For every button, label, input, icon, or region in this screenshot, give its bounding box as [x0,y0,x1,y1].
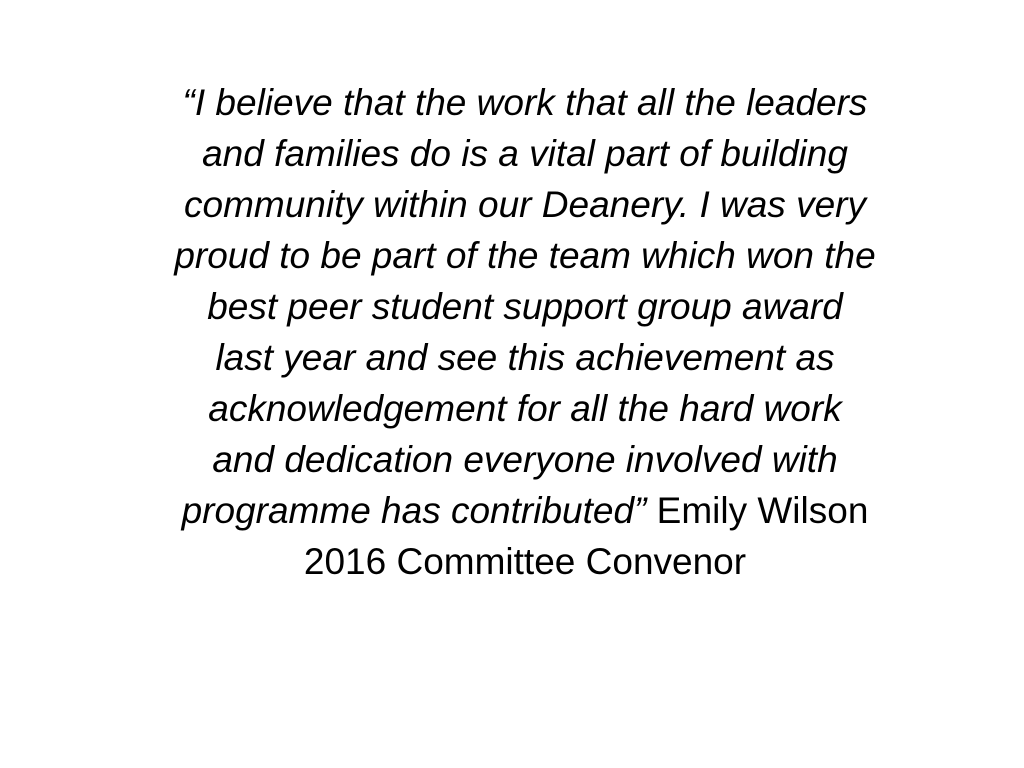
quote-line-5: best peer student support group award [207,286,843,327]
quote-line-6: last year and see this achievement as [215,337,835,378]
quote-line-2: and families do is a vital part of building [202,133,848,174]
quote-last-fragment: programme has contributed” [181,490,647,531]
quote-line-1: “I believe that the work that all the leaders [182,82,868,123]
quote-line-3: community within our Deanery. I was very [184,184,866,225]
attribution-role: 2016 Committee Convenor [303,541,747,582]
quote-line-8: and dedication everyone involved with [212,439,838,480]
attribution-name: Emily Wilson [656,490,869,531]
quote-line-7: acknowledgement for all the hard work [208,388,842,429]
quote-line-4: proud to be part of the team which won the [174,235,876,276]
quote-closing-line [80,485,970,536]
testimonial-quote [80,77,970,587]
